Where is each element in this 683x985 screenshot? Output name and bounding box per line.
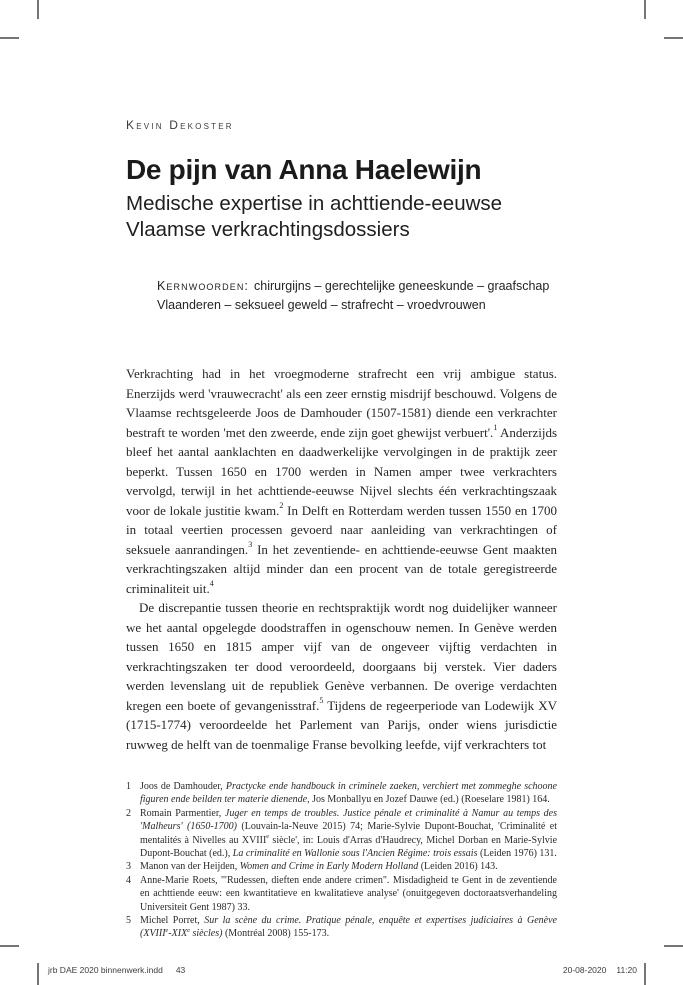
- article-column: [126, 0, 557, 941]
- footnote: [126, 860, 557, 873]
- article-subtitle: Medische expertise in achttiende-eeuwse Vlaamse verkrachtingsdossiers: [126, 192, 503, 241]
- article-title: De pijn van Anna Haelewijn: [126, 154, 482, 185]
- footnote: [126, 780, 557, 807]
- body-text: [126, 364, 557, 754]
- footnote-text: Anne-Marie Roets, '"Rudessen, dieften ende andere crimen". Misdadigheid te Gent in de zeventiende en achttiende eeuw: een kwantitatieve en kwalitatieve analyse' (onuitgegeven doctoraatsverhandeling Universiteit Gent 1987) 33.: [140, 874, 557, 913]
- footnote-text: Michel Porret, Sur la scène du crime. Pratique pénale, enquête et expertises judiciaires à Genève (XVIIIe-XIXe siècles) (Montréal 2008) 155-173.: [140, 915, 557, 940]
- slug-filename: [48, 965, 185, 975]
- keywords-block: [157, 277, 557, 315]
- paragraph: Verkrachting had in het vroegmoderne strafrecht een vrij ambigue status. Enerzijds werd 'vrauwecracht' als een zeer ernstig misdrijf beschouwd. Volgens de Vlaamse rechtsgeleerde Joos de Damhouder (1507-1581) diende een verkrachter bestraft te worden 'met den zweerde, ende zijn goet ghewijst verbuert'.$^1$ Anderzijds bleef het aantal aanklachten en daadwerkelijke vervolgingen in de praktijk zeer beperkt. Tussen 1650 en 1700 werden in Namen amper twee verkrachters vervolgd, terwijl in het achttiende-eeuwse Nijvel slechts één verkrachtingszaak voor de lokale justitie kwam.$^2$ In Delft en Rotterdam werden tussen 1550 en 1700 in totaal veertien processen gevoerd naar aanleiding van verkrachtingen of seksuele aanrandingen.$^3$ In het zeventiende- en achttiende-eeuwse Gent maakten verkrachtingszaken altijd minder dan een procent van de totale geregistreerde criminaliteit uit.$^4$: [126, 366, 558, 596]
- footnote-text: Romain Parmentier, Juger en temps de troubles. Justice pénale et criminalité à Namur au temps des 'Malheurs' (1650-1700) (Louvain-la-Neuve 2015) 74; Marie-Sylvie Dupont-Bouchat, 'Criminalité et mentalités à Nivelles au XVIIIe siècle', in: Louis d'Arras d'Haudrecy, Michel Dorban en Marie-Sylvie Dupont-Bouchat (ed.), La criminalité en Wallonie sous l'Ancien Régime: trois essais (Leiden 1976) 131.: [140, 807, 558, 860]
- footnote: [126, 874, 557, 914]
- footnote-number: 3: [126, 861, 131, 873]
- keywords-label: Kernwoorden:: [157, 279, 250, 293]
- paragraph: De discrepantie tussen theorie en rechtspraktijk wordt nog duidelijker wanneer we het aantal opgelegde doodstraffen in ogenschouw nemen. In Genève werden tussen 1650 en 1815 amper vijf van de ongeveer vijftig verdachten in verkrachtingszaken ter dood veroordeeld, doorgaans bij verstek. Vier daders werden levenslang uit de republiek Genève verbannen. De overige verdachten kregen een boete of gevangenisstraf.$^5$ Tijdens de regeerperiode van Lodewijk XV (1715-1774) veroordeelde het Parlement van Parijs, onder wiens jurisdictie ruwweg de helft van de toenmalige Franse bevolking leefde, vijf verkrachters tot: [126, 600, 557, 752]
- footnote-number: 4: [126, 874, 131, 886]
- crop-mark-bottom-right-vertical: [644, 963, 646, 985]
- slug-time: 11:20: [616, 965, 637, 975]
- footnote-text: Manon van der Heijden, Women and Crime in Early Modern Holland (Leiden 2016) 143.: [140, 861, 498, 873]
- footnote-number: 1: [126, 781, 131, 792]
- crop-mark-bottom-left-horizontal: [0, 945, 19, 947]
- footnote-number: 2: [126, 807, 131, 819]
- keywords-list: chirurgijns – gerechtelijke geneeskunde – graafschap Vlaanderen – seksueel geweld – strafrecht – vroedvrouwen: [157, 279, 550, 312]
- slug-date: 20-08-2020: [562, 965, 607, 975]
- footnote: [126, 914, 557, 941]
- footnote-number: 5: [126, 915, 131, 927]
- crop-mark-top-left-horizontal: [0, 37, 19, 39]
- crop-mark-bottom-right-horizontal: [664, 945, 683, 947]
- slug-page-number: 43: [175, 965, 186, 975]
- author-name: Kevin Dekoster: [126, 118, 234, 132]
- footnote: [126, 807, 557, 861]
- slug-datetime: [563, 965, 637, 975]
- crop-mark-top-right-horizontal: [664, 37, 683, 39]
- crop-mark-bottom-left-vertical: [37, 963, 39, 985]
- footnotes-section: [126, 780, 557, 941]
- slug-file-label: jrb DAE 2020 binnenwerk.indd: [48, 965, 163, 975]
- crop-mark-top-left-vertical: [37, 0, 39, 19]
- crop-mark-top-right-vertical: [644, 0, 646, 19]
- footnote-text: Joos de Damhouder, Practycke ende handbouck in criminele zaeken, verchiert met zommeghe schoone figuren ende beilden ter materie dienende, Jos Monballyu en Jozef Dauwe (ed.) (Roeselare 1981) 164.: [140, 781, 557, 806]
